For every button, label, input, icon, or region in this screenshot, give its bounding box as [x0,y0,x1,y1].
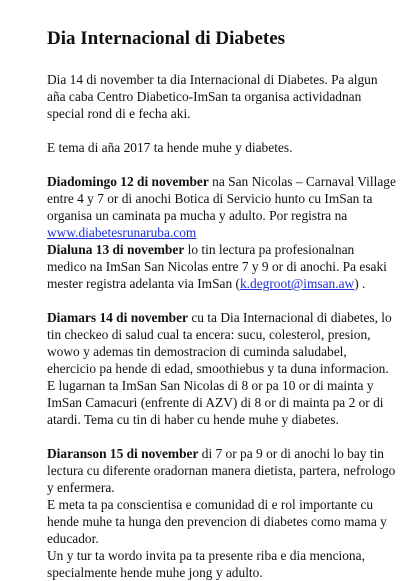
document-title: Dia Internacional di Diabetes [47,28,286,49]
event-text-monday: lo tin lectura pa profesionalnan medico na ImSan San Nicolas entre 7 y 9 or di anochi. Pa esaki mester registra adelanta via ImSan ( [47,242,387,291]
registration-link[interactable]: www.diabetesrunaruba.com [47,225,197,240]
theme-paragraph: E tema di aña 2017 ta hende muhe y diabetes. [47,140,293,155]
event-paragraph-wednesday [47,445,396,496]
event-paragraph-sunday [47,173,396,241]
event-text-wednesday: di 7 or pa 9 or di anochi lo bay tin lectura cu diferente oradornan manera dietista, partera, nefrologo y enfermera. [47,446,396,495]
email-link[interactable]: k.degroot@imsan.aw [239,276,355,291]
event-text-monday-after: ) . [354,276,366,291]
event-paragraph-tuesday [47,309,396,428]
event-text-tuesday: cu ta Dia Internacional di diabetes, lo tin checkeo di salud cual ta encera: sucu, colesterol, presion, wowo y ademas tin demostracion di cuminda saludabel, ehercicio pa hende di edad, smoothiebus y ta duna informacion. E lugarnan ta ImSan San Nicolas di 8 or pa 10 or di mainta y ImSan Camacuri (enfrente di AZV) di 8 or di mainta pa 2 or di atardi. Tema cu tin di haber cu hende muhe y diabetes. [47,310,392,427]
intro-paragraph: Dia 14 di november ta dia Internacional di Diabetes. Pa algun aña caba Centro Diabetico-ImSan ta organisa actividadnan special rond di e fecha aki. [47,72,378,121]
event-heading-sunday: Diadomingo 12 di november [47,174,209,189]
closing-paragraph-invitation: Un y tur ta wordo invita pa ta presente riba e dia menciona, specialmente hende muhe jong y adulto. [47,548,365,580]
event-heading-tuesday: Diamars 14 di november [47,310,188,325]
event-heading-monday: Dialuna 13 di november [47,242,185,257]
event-paragraph-monday [47,241,396,292]
event-text-sunday: na San Nicolas – Carnaval Village entre 4 y 7 or di anochi Botica di Servicio hunto cu ImSan ta organisa un caminata pa mucha y adulto. Por registra na [47,174,396,223]
event-heading-wednesday: Diaranson 15 di november [47,446,199,461]
closing-paragraph-goal: E meta ta pa conscientisa e comunidad di e rol importante cu hende muhe ta hunga den prevencion di diabetes como mama y educador. [47,497,387,546]
